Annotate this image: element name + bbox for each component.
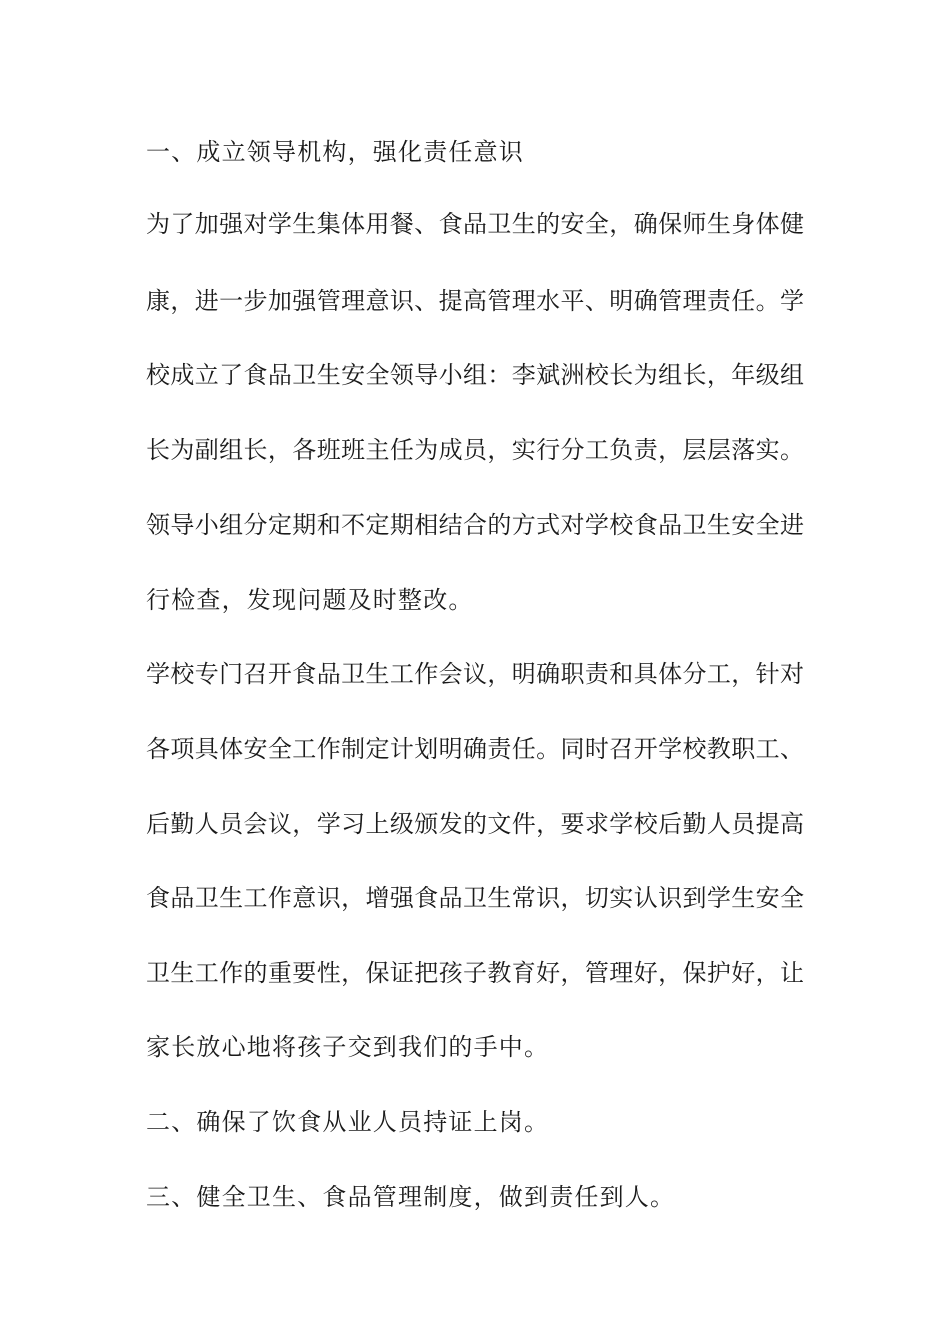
section-heading-2: 二、确保了饮食从业人员持证上岗。 (146, 1108, 550, 1136)
section-heading-1: 一、成立领导机构，强化责任意识 (146, 138, 524, 166)
paragraph-line: 家长放心地将孩子交到我们的手中。 (146, 1033, 550, 1061)
paragraph-line: 食品卫生工作意识，增强食品卫生常识，切实认识到学生安全 (146, 884, 804, 912)
section-heading-3: 三、健全卫生、食品管理制度，做到责任到人。 (146, 1183, 676, 1211)
paragraph-line: 后勤人员会议，学习上级颁发的文件，要求学校后勤人员提高 (146, 810, 804, 838)
paragraph-line: 长为副组长，各班班主任为成员，实行分工负责，层层落实。 (146, 436, 804, 464)
paragraph-line: 领导小组分定期和不定期相结合的方式对学校食品卫生安全进 (146, 511, 804, 539)
paragraph-line: 各项具体安全工作制定计划明确责任。同时召开学校教职工、 (146, 735, 804, 763)
paragraph-line: 校成立了食品卫生安全领导小组：李斌洲校长为组长，年级组 (146, 361, 804, 389)
paragraph-line: 学校专门召开食品卫生工作会议，明确职责和具体分工，针对 (146, 660, 804, 688)
paragraph-line: 为了加强对学生集体用餐、食品卫生的安全，确保师生身体健 (146, 210, 804, 238)
paragraph-line: 卫生工作的重要性，保证把孩子教育好，管理好，保护好，让 (146, 959, 804, 987)
paragraph-line: 行检查，发现问题及时整改。 (146, 586, 474, 614)
paragraph-line: 康，进一步加强管理意识、提高管理水平、明确管理责任。学 (146, 287, 804, 315)
